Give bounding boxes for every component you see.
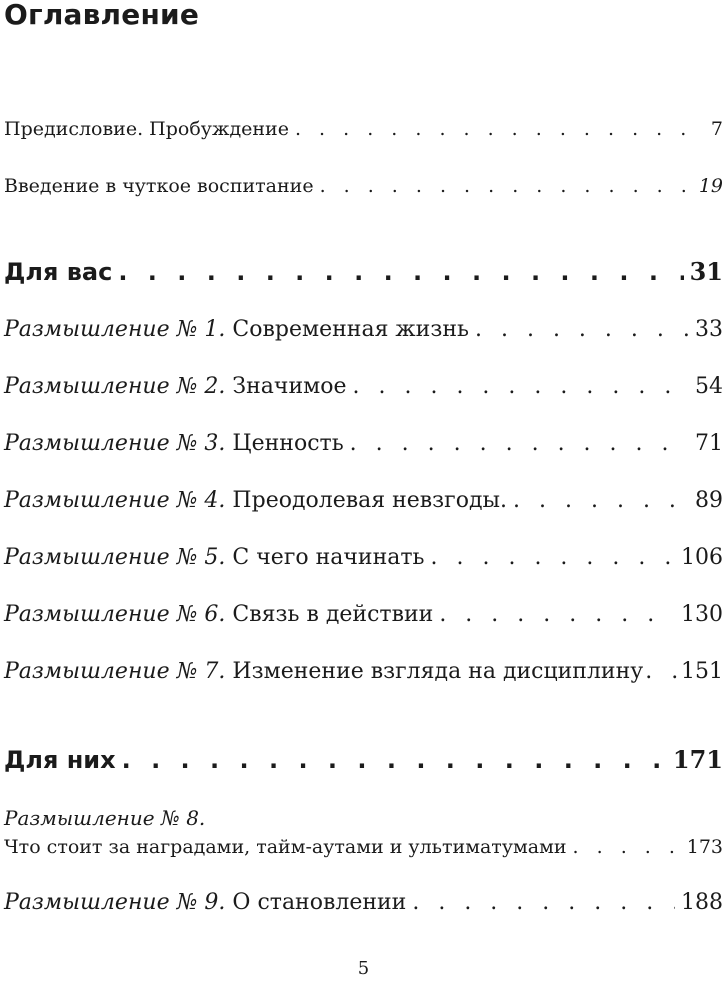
leader-dots <box>645 659 679 684</box>
reflection-prefix: Размышление № 4. <box>4 488 226 513</box>
toc-entry-label <box>4 659 643 684</box>
reflection-prefix: Размышление № 6. <box>4 602 226 627</box>
leader-dots <box>295 118 705 140</box>
page-number-footer: 5 <box>357 958 370 979</box>
toc-entry-preface[interactable] <box>4 118 723 140</box>
toc-entry-introduction[interactable] <box>4 175 723 197</box>
toc-page-number: 71 <box>695 431 723 456</box>
toc-section-for-you[interactable] <box>4 257 723 286</box>
toc-page-number: 33 <box>695 317 723 342</box>
leader-dots <box>513 488 689 513</box>
reflection-prefix: Размышление № 7. <box>4 659 226 684</box>
reflection-title: Связь в действии <box>232 602 434 627</box>
reflection-prefix: Размышление № 1. <box>4 317 226 342</box>
toc-entry-label: Предисловие. Пробуждение <box>4 118 289 140</box>
toc-entry-reflection-7[interactable] <box>4 659 723 684</box>
reflection-8-prefix: Размышление № 8. <box>4 806 206 830</box>
toc-entry-reflection-2[interactable] <box>4 374 723 399</box>
reflection-title: О становлении <box>232 890 407 915</box>
toc-entry-reflection-9[interactable] <box>4 890 723 915</box>
leader-dots <box>412 890 675 915</box>
toc-section-label: Для вас <box>4 258 113 286</box>
toc-page-number: 188 <box>681 890 723 915</box>
toc-entry-label <box>4 602 433 627</box>
toc-page-number: 173 <box>686 836 723 858</box>
leader-dots <box>350 431 689 456</box>
toc-page-number: 54 <box>695 374 723 399</box>
toc-page-number: 130 <box>681 602 723 627</box>
leader-dots <box>122 746 667 774</box>
toc-entry-label <box>4 317 469 342</box>
toc-entry-label <box>4 545 425 570</box>
toc-entry-reflection-6[interactable] <box>4 602 723 627</box>
toc-page-number: 89 <box>695 488 723 513</box>
leader-dots <box>118 258 683 286</box>
toc-entry-reflection-1[interactable] <box>4 317 723 342</box>
toc-page-number: 7 <box>710 118 723 140</box>
toc-entry-label: Что стоит за наградами, тайм-аутами и ультиматумами <box>4 836 567 858</box>
toc-entry-reflection-4[interactable] <box>4 488 723 513</box>
toc-entry-label <box>4 374 347 399</box>
toc-page-number: 19 <box>698 175 723 197</box>
toc-page-number: 31 <box>689 257 723 286</box>
toc-entry-label <box>4 890 406 915</box>
toc-entry-reflection-8[interactable] <box>4 836 723 858</box>
reflection-title: С чего начинать <box>232 545 425 570</box>
page-title: Оглавление <box>4 0 200 31</box>
toc-entry-label <box>4 488 507 513</box>
toc-section-label: Для них <box>4 746 116 774</box>
reflection-title: Преодолевая невзгоды. <box>232 488 508 513</box>
toc-page-number: 151 <box>681 659 723 684</box>
leader-dots <box>431 545 676 570</box>
leader-dots <box>439 602 675 627</box>
reflection-prefix: Размышление № 9. <box>4 890 226 915</box>
leader-dots <box>353 374 690 399</box>
toc-entry-reflection-3[interactable] <box>4 431 723 456</box>
toc-entry-label: Введение в чуткое воспитание <box>4 175 314 197</box>
reflection-title: Изменение взгляда на дисциплину <box>232 659 644 684</box>
leader-dots <box>573 836 681 858</box>
reflection-prefix: Размышление № 2. <box>4 374 226 399</box>
reflection-title: Современная жизнь <box>232 317 469 342</box>
reflection-title: Ценность <box>232 431 344 456</box>
toc-page-number: 171 <box>672 745 723 774</box>
leader-dots <box>475 317 689 342</box>
reflection-prefix: Размышление № 5. <box>4 545 226 570</box>
leader-dots <box>320 175 693 197</box>
toc-page-number: 106 <box>681 545 723 570</box>
toc-section-for-them[interactable] <box>4 745 723 774</box>
reflection-prefix: Размышление № 3. <box>4 431 226 456</box>
reflection-title: Значимое <box>232 374 347 399</box>
toc-entry-reflection-5[interactable] <box>4 545 723 570</box>
toc-entry-label <box>4 431 344 456</box>
